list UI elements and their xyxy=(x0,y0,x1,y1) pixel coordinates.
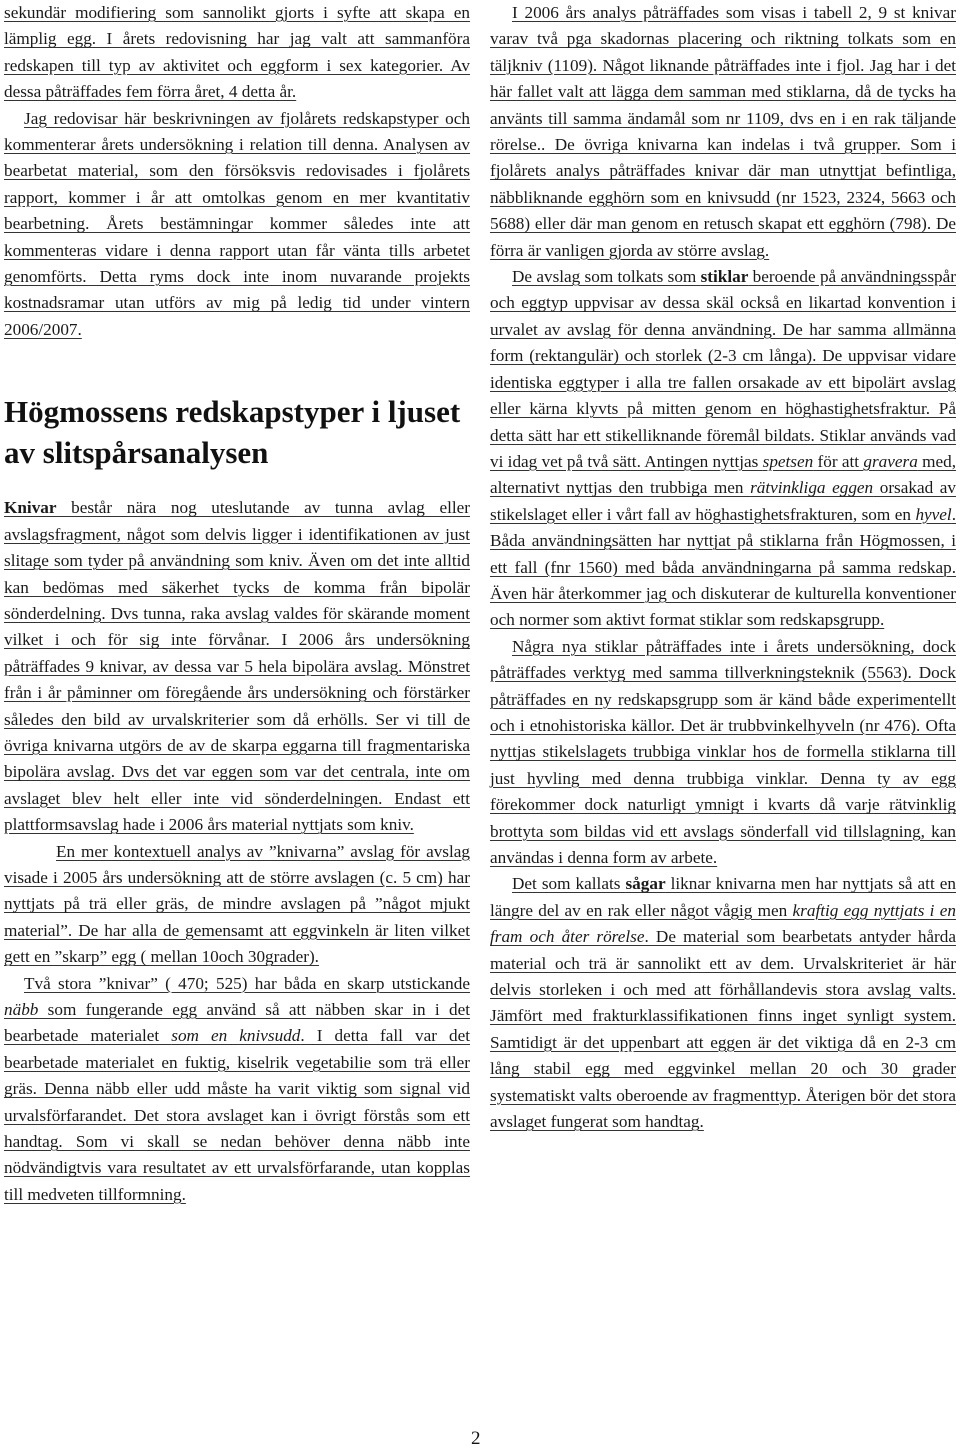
right-paragraph-stiklar xyxy=(490,264,956,634)
term-gravera: gravera xyxy=(863,451,918,471)
stiklar-text-b: beroende på användningsspår och eggtyp uppvisar av dessa skäl också en likartad konvention i urvalet av avslag för denna användning. De har samma allmänna form (rektangulär) och storlek (2-3 cm långa). De uppvisar vidare identiska eggtyper i alla tre fallen orsakade av ett bipolärt avslag eller kärna klyvts på mitten genom en höghastighetsfraktur. På detta sätt har ett stikelliknande föremål bildats. Stiklar används vad vi idag vet på två sätt. Antingen nyttjas xyxy=(490,267,956,471)
sagar-text-a: Det som kallats xyxy=(512,874,626,894)
left-paragraph-2: Jag redovisar här beskrivningen av fjolårets redskapstyper och kommenterar årets undersökning i relation till denna. Analysen av bearbetat material, som den försöksvis redovisades i fjolårets rapport, kommer i år att omtolkas genom en mer kvantitativ bearbetning. Årets bestämningar kommer således inte att kommenteras vidare i denna rapport utan får vänta tills arbetet genomförts. Detta ryms dock inte inom nuvarande projekts kostnadsramar utan utförs av mig på ledig tid under vintern 2006/2007. xyxy=(4,108,470,339)
sagar-text-c: . De material som bearbetats antyder hårda material och trä är sannolikt ett av dem. Urvalskriteriet är här delvis storleken i och med att förhållandevis stora avslag valts. Jämfört med frakturklassifikationen finns inget synligt system. Samtidigt är det uppenbart att eggen är det viktiga då en 2-3 cm lång stabil egg med eggvinkel mellan 20 och 30 grader systematiskt valts oberoende av fragmenttyp. Återigen bör det stora avslaget fungerat som handtag. xyxy=(490,927,956,1132)
term-kraftig-egg: kraftig egg nyttjats i en fram och åter rörelse xyxy=(490,900,956,947)
term-spetsen: spetsen xyxy=(762,451,814,471)
right-paragraph-sagar xyxy=(490,871,956,1135)
left-paragraph-4: En mer kontextuell analys av ”knivarna” avslag för avslag visade i 2005 års undersökning att de större avslagen (c. 5 cm) har nyttjats på trä eller gräs, de mindre avslagen på ”något mjukt material”. De har alla de gemensamt att eggvinkeln är liten vilket gett en ”skarp” egg ( mellan 10och 30grader). xyxy=(4,841,470,967)
stiklar-text-d: med, alternativt nyttjas den trubbiga men xyxy=(490,451,956,498)
stiklar-text-e: orsakad av stikelslaget eller i vårt fall av höghastighetsfrakturen, som en xyxy=(490,478,956,524)
term-hyvel: hyvel xyxy=(915,504,952,524)
term-knivar: Knivar xyxy=(4,498,57,518)
term-knivsudd: som en knivsudd xyxy=(171,1026,301,1046)
term-stiklar: stiklar xyxy=(700,267,749,287)
p5-text-a: Två stora ”knivar” ( 470; 525) har båda en skarp utstickande xyxy=(24,973,470,993)
left-paragraph-5 xyxy=(4,971,470,1209)
term-sagar: sågar xyxy=(625,874,666,894)
knivar-text: består nära nog uteslutande av tunna avlag eller avslagsfragment, något som delvis ligger i identifikationen av just slitage som tyder på användning som kniv. Även om det inte alltid kan bedömas med säkerhet tycks de komma från bipolär sönderdelning. Dvs tunna, raka avslag valdes för skärande moment vilket i och för sig inte förvånar. I 2006 års undersökning påträffades 9 knivar, av dessa var 5 hela bipolära avslag. Mönstret från i år påminner om föregående års undersökning och förstärker således den bild av urvalskriterier som då erhölls. Ser vi till de övriga knivarna utgörs de av de skarpa eggarna till fragmentariska bipolära avslag. Dvs det var eggen som var det centrala, inte om avslaget blev helt eller inte vid sönderdelningen. Endast ett plattformsavslag hade i 2006 års material nyttjats som kniv. xyxy=(4,498,470,835)
right-column xyxy=(490,0,956,1135)
p5-text-b: som fungerande egg använd så att näbben skar in i det bearbetade materialet xyxy=(4,1000,470,1046)
section-heading: Högmossens redskapstyper i ljuset av slitspårsanalysen xyxy=(4,394,461,471)
right-paragraph-3: Några nya stiklar påträffades inte i årets undersökning, dock påträffades verktyg med samma tillverkningsteknik (5563). Dock påträffades en ny redskapsgrupp som är känd både experimentellt och i etnohistoriska källor. Det är trubbvinkelhyveln (nr 476). Ofta nyttjas stikelslagets trubbiga vinklar hos de formella stiklarna till just hyvling med denna trubbiga vinklar. Denna ty av egg förekommer dock naturligt ymnigt i kvarts då varje rätvinklig brottyta som bildas vid ett avslags sönderfall vid tillslagning, kan användas i denna form av arbete. xyxy=(490,636,956,867)
right-paragraph-1: I 2006 års analys påträffades som visas i tabell 2, 9 st knivar varav två pga skadornas placering och riktning tolkats som en täljkniv (1109). Något liknande påträffades inte i fjol. Jag har i det här fallet valt att lägga dem samman med stiklarna, då de tycks ha använts till samma ändamål som nr 1109, dvs en i en rak täljande rörelse.. De övriga knivarna kan indelas i två grupper. Som i fjolårets analys påträffades knivar där man utnyttjat befintliga, näbbliknande egghörn som en knivsudd (nr 1523, 2324, 5663 och 5688) eller där man genom en retusch skapat ett egghörn (798). De förra är vanligen gjorda av större avslag. xyxy=(490,3,956,260)
stiklar-text-f: . Båda användningsätten har nyttjat på stiklarna från Högmossen, i ett fall (fnr 1560) med båda användningarna på samma redskap. Även här återkommer jag och diskuterar de kulturella konventioner och normer som aktivt format stiklar som redskapsgrupp. xyxy=(490,504,956,630)
stiklar-text-a: De avslag som tolkats som xyxy=(512,267,701,287)
left-column xyxy=(4,0,470,1208)
left-paragraph-1: sekundär modifiering som sannolikt gjorts i syfte att skapa en lämplig egg. I årets redovisning har jag valt att sammanföra redskapen till typ av aktivitet och eggform i sex kategorier. Av dessa påträffades fem förra året, 4 detta år. xyxy=(4,3,470,102)
page-number: 2 xyxy=(471,1428,481,1449)
term-nabb: näbb xyxy=(4,1000,39,1019)
stiklar-text-c: för att xyxy=(813,451,864,471)
term-ratvinkliga-eggen: rätvinkliga eggen xyxy=(750,478,874,498)
left-paragraph-knivar xyxy=(4,495,470,838)
p5-text-c: . I detta fall var det bearbetade materialet en fuktig, kiselrik vegetabilie som trä eller gräs. Denna näbb eller udd måste ha varit viktig som signal vid urvalsförfarandet. Det stora avslaget kan i övrigt förstås som ett handtag. Som vi skall se nedan behöver denna näbb inte nödvändigtvis vara resultatet av ett urvalsförfarande, utan kopplas till medveten tillformning. xyxy=(4,1026,470,1204)
sagar-text-b: liknar knivarna men har nyttjats så att en längre del av en rak eller något vågig men xyxy=(490,874,956,920)
